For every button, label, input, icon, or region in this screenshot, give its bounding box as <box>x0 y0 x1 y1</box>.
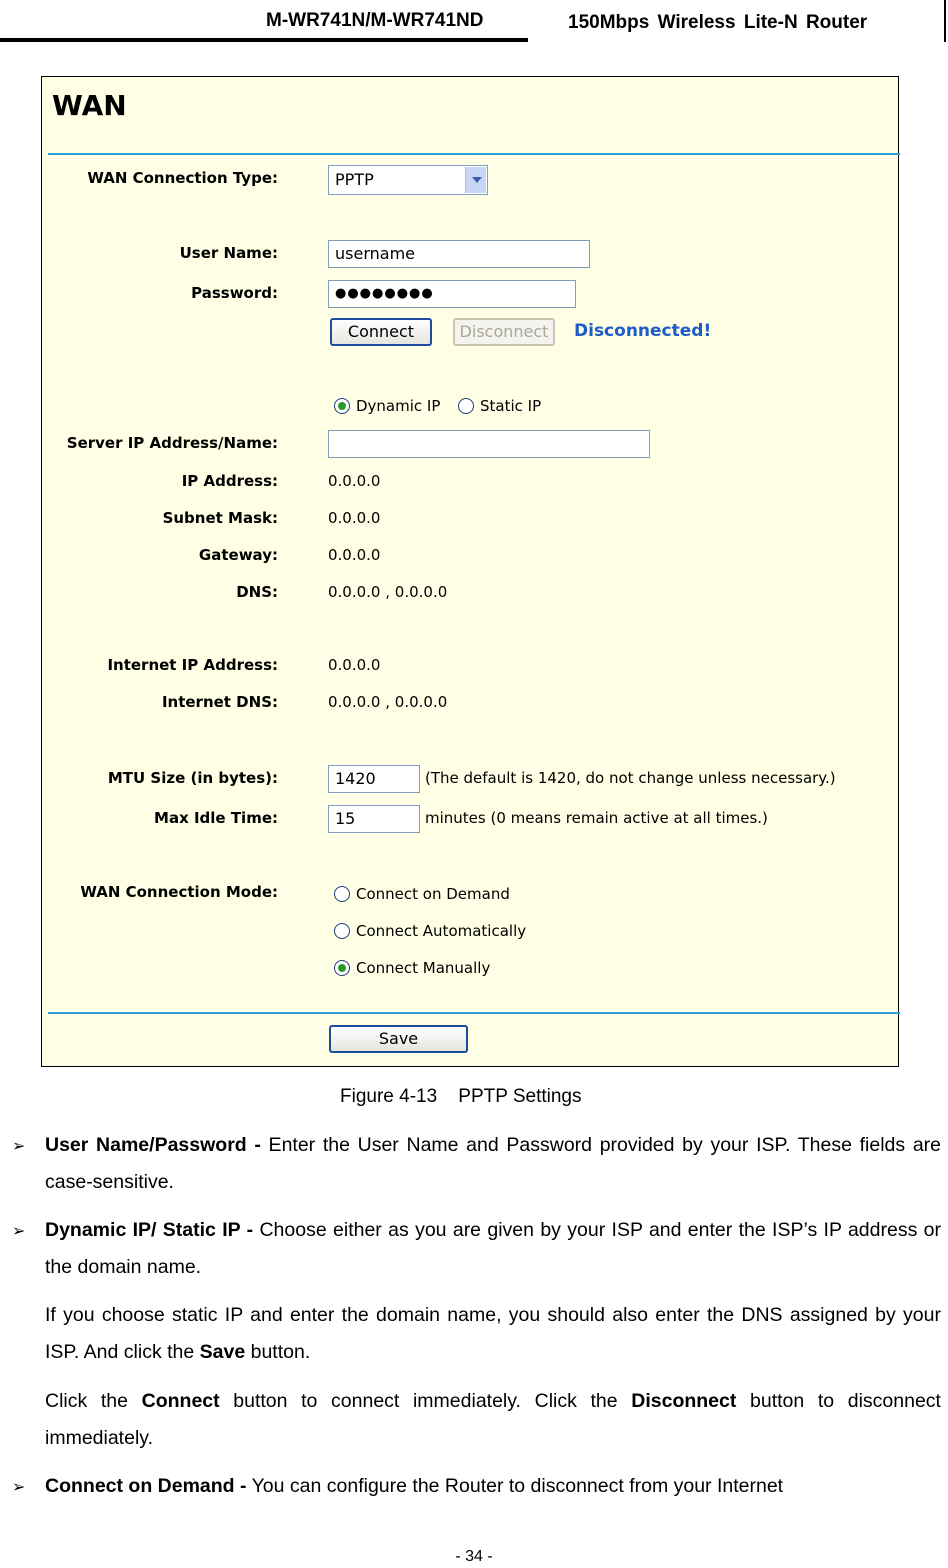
server-ip-input[interactable] <box>328 430 650 458</box>
term-connect: Connect <box>141 1390 220 1412</box>
internet-dns-value: 0.0.0.0 , 0.0.0.0 <box>328 693 448 711</box>
term-save: Save <box>199 1341 246 1363</box>
connect-on-demand-label: Connect on Demand <box>356 885 510 903</box>
ip-address-value: 0.0.0.0 <box>328 472 381 490</box>
term-disconnect: Disconnect <box>631 1390 737 1412</box>
desc-static-dns: If you choose static IP and enter the domain name, you should also enter the DNS assigned by your ISP. And click the <box>45 1304 941 1363</box>
term-user-name: User Name/Password - <box>45 1134 261 1156</box>
password-input[interactable]: ●●●●●●●● <box>328 280 576 308</box>
product-name: 150Mbps Wireless Lite-N Router <box>568 12 868 33</box>
radio-unselected-icon[interactable] <box>334 886 350 902</box>
internet-ip-label: Internet IP Address: <box>107 656 278 674</box>
max-idle-hint: minutes (0 means remain active at all times.) <box>425 809 768 827</box>
gateway-label: Gateway: <box>198 546 278 564</box>
text-connect-desc: button to connect immediately. Click the <box>219 1390 632 1412</box>
model-name: M-WR741N/M-WR741ND <box>266 10 484 31</box>
connect-on-demand-option[interactable] <box>334 885 510 903</box>
subnet-mask-value: 0.0.0.0 <box>328 509 381 527</box>
static-ip-label: Static IP <box>480 397 542 415</box>
save-button[interactable]: Save <box>329 1025 468 1053</box>
gateway-value: 0.0.0.0 <box>328 546 381 564</box>
user-name-label: User Name: <box>179 244 278 262</box>
page-number: - 34 - <box>455 1548 493 1565</box>
connection-type-label: WAN Connection Type: <box>87 169 278 187</box>
radio-selected-icon[interactable] <box>334 960 350 976</box>
mtu-label: MTU Size (in bytes): <box>107 769 278 787</box>
max-idle-label: Max Idle Time: <box>154 809 278 827</box>
internet-ip-value: 0.0.0.0 <box>328 656 381 674</box>
figure-caption: Figure 4-13 PPTP Settings <box>340 1086 582 1107</box>
paragraph-user-name <box>45 1127 941 1201</box>
bottom-divider <box>48 1012 900 1014</box>
radio-unselected-icon[interactable] <box>334 923 350 939</box>
paragraph-connect-on-demand <box>45 1468 941 1505</box>
top-divider <box>48 153 900 155</box>
dns-value: 0.0.0.0 , 0.0.0.0 <box>328 583 448 601</box>
connect-button[interactable]: Connect <box>330 318 432 346</box>
term-connect-on-demand: Connect on Demand - <box>45 1475 247 1497</box>
radio-selected-icon[interactable] <box>334 398 350 414</box>
paragraph-connect <box>45 1383 941 1457</box>
connect-automatically-option[interactable] <box>334 922 526 940</box>
header-rule <box>0 38 528 42</box>
desc-dynamic-static: Choose either as you are given by your ISP and enter the ISP’s IP address or the domain name. <box>45 1219 941 1278</box>
radio-unselected-icon[interactable] <box>458 398 474 414</box>
ip-address-label: IP Address: <box>181 472 278 490</box>
password-label: Password: <box>191 284 278 302</box>
connect-automatically-label: Connect Automatically <box>356 922 527 940</box>
max-idle-input[interactable]: 15 <box>328 805 420 833</box>
user-name-input[interactable]: username <box>328 240 590 268</box>
server-ip-label: Server IP Address/Name: <box>66 434 278 452</box>
static-ip-option[interactable] <box>458 397 541 415</box>
connect-manually-option[interactable] <box>334 959 490 977</box>
desc-connect-on-demand: You can configure the Router to disconnect from your Internet <box>246 1475 784 1497</box>
text-click-the: Click the <box>45 1390 142 1412</box>
paragraph-dynamic-static <box>45 1212 941 1286</box>
subnet-mask-label: Subnet Mask: <box>162 509 278 527</box>
text-disconnect-desc: button to disconnect immediately. <box>45 1390 941 1449</box>
chevron-down-icon[interactable] <box>465 167 486 193</box>
term-dynamic-static: Dynamic IP/ Static IP - <box>45 1219 254 1241</box>
connection-type-value: PPTP <box>335 170 374 189</box>
mtu-hint: (The default is 1420, do not change unless necessary.) <box>425 769 836 787</box>
wan-settings-panel <box>41 76 899 1067</box>
dns-label: DNS: <box>236 583 278 601</box>
paragraph-static-dns <box>45 1297 941 1371</box>
dynamic-ip-option[interactable] <box>334 397 440 415</box>
panel-title: WAN <box>52 89 127 122</box>
bullet-icon: ➢ <box>12 1138 26 1155</box>
disconnect-button[interactable]: Disconnect <box>453 318 555 346</box>
page-header <box>0 0 948 42</box>
desc-static-dns-end: button. <box>245 1341 311 1363</box>
dynamic-ip-label: Dynamic IP <box>356 397 441 415</box>
mtu-input[interactable]: 1420 <box>328 765 420 793</box>
desc-user-name: Enter the User Name and Password provided by your ISP. These fields are case-sensitive. <box>45 1134 941 1193</box>
bullet-icon: ➢ <box>12 1223 26 1240</box>
internet-dns-label: Internet DNS: <box>161 693 278 711</box>
connect-manually-label: Connect Manually <box>356 959 491 977</box>
bullet-icon: ➢ <box>12 1479 26 1496</box>
connection-mode-label: WAN Connection Mode: <box>80 883 278 901</box>
connection-status: Disconnected! <box>574 321 712 341</box>
connection-type-select[interactable] <box>328 165 488 195</box>
